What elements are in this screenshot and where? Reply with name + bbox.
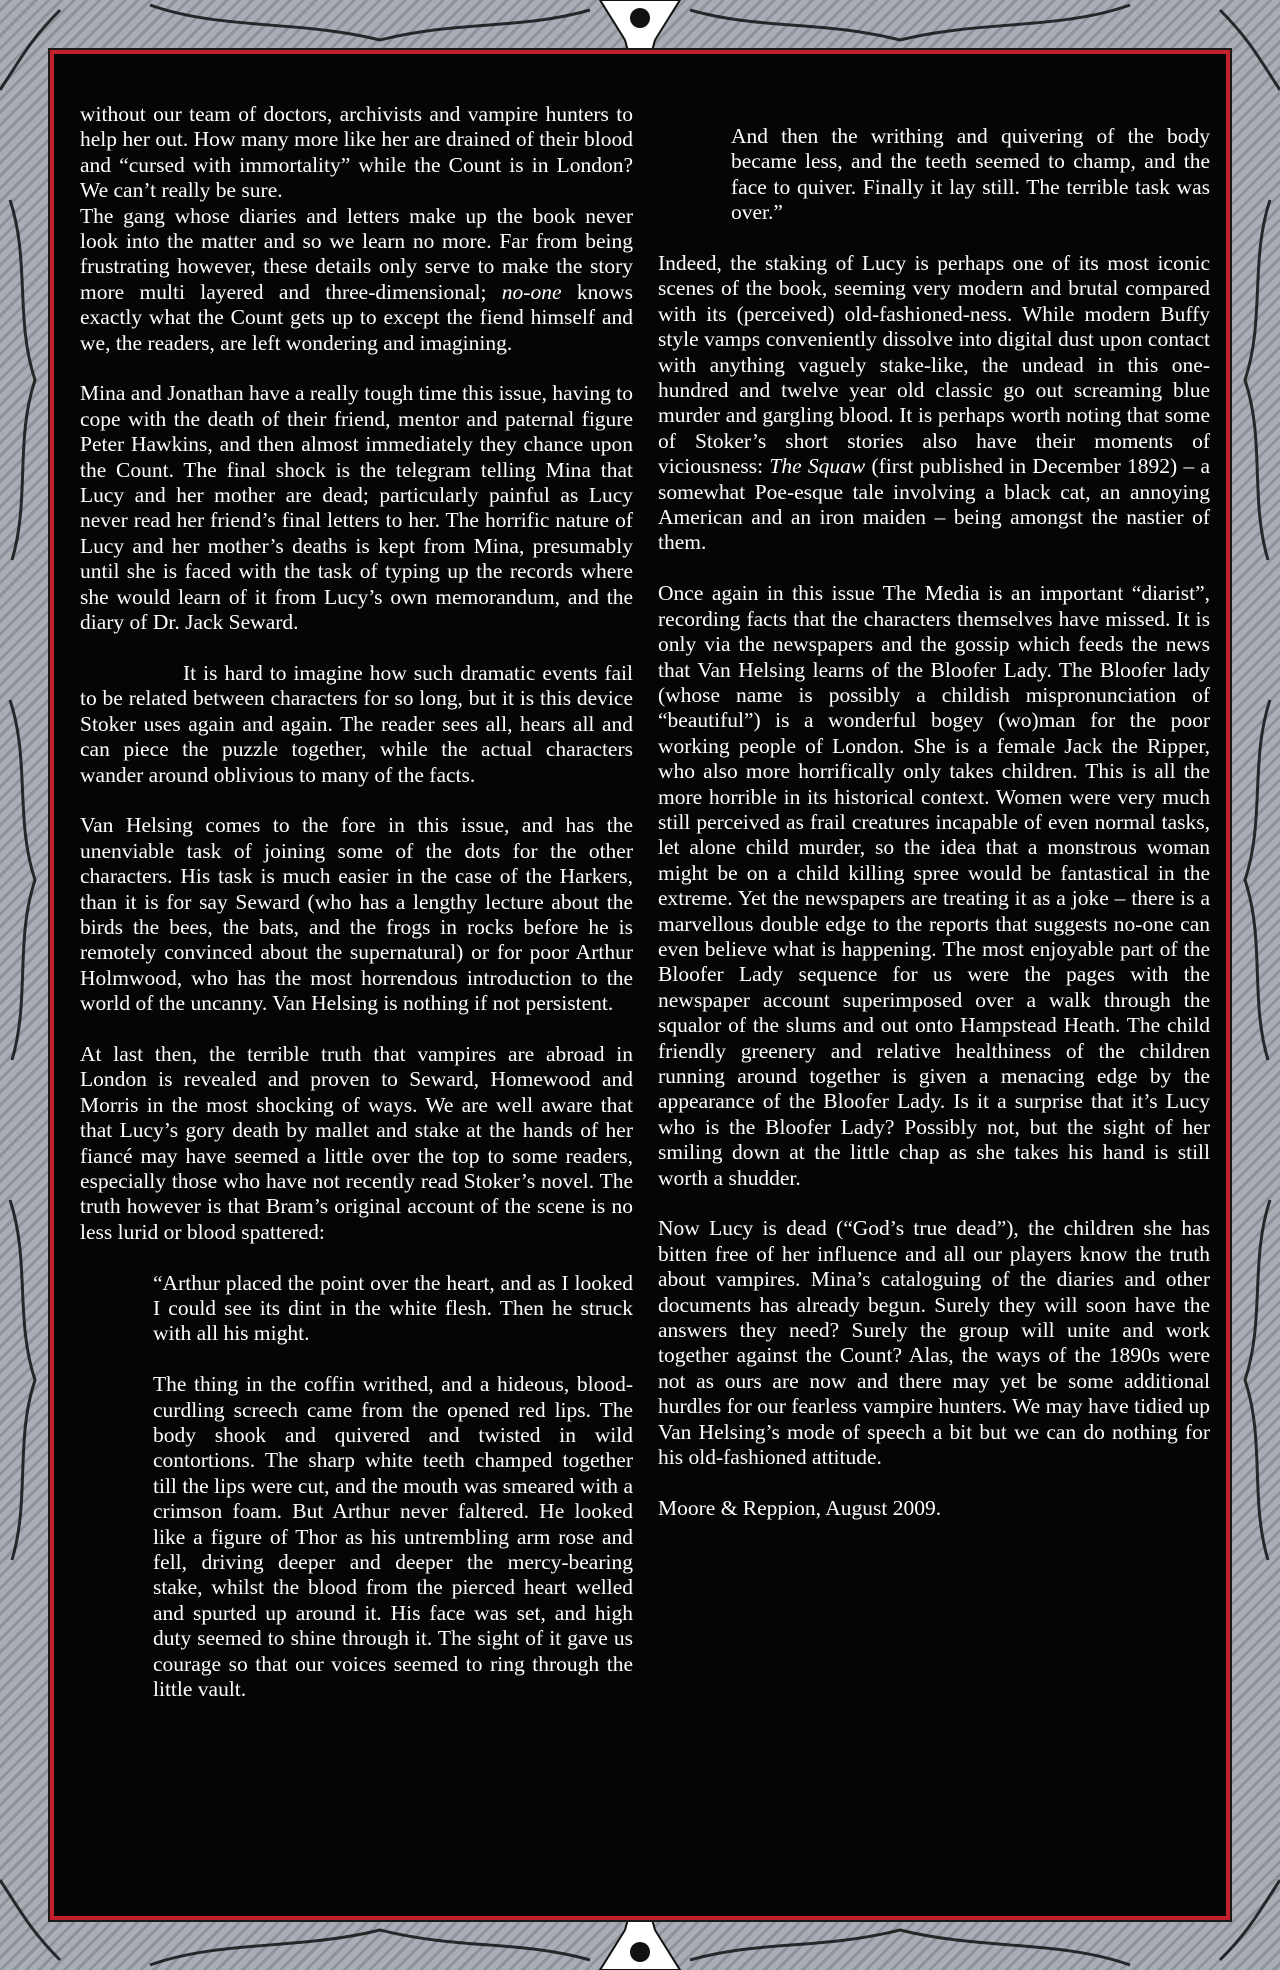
paragraph: without our team of doctors, archivists and vampire hunters to help her out. How many more like her are drained of their blood and “cursed with immortality” while the Count is in London? We can’t really be sure. — [80, 102, 633, 203]
quote-paragraph: The thing in the coffin writhed, and a hideous, blood-curdling screech came from the opened red lips. The body shook and quivered and twisted in wild contortions. The sharp white teeth champed together till the lips were cut, and the mouth was smeared with a crimson foam. But Arthur never faltered. He looked like a figure of Thor as his untrembling arm rose and fell, driving deeper and deeper the mercy-bearing stake, whilst the blood from the pierced heart welled and spurted up around it. His face was set, and high duty seemed to shine through it. The sight of it gave us courage so that our voices seemed to ring through the little vault. — [153, 1372, 633, 1702]
right-column — [658, 124, 1210, 1547]
left-column — [80, 102, 633, 1728]
paragraph: At last then, the terrible truth that vampires are abroad in London is revealed and proven to Seward, Homewood and Morris in the most shocking of ways. We are well aware that that Lucy’s gory death by mallet and stake at the hands of her fiancé may have seemed a little over the top to some readers, especially those who have not recently read Stoker’s novel. The truth however is that Bram’s original account of the scene is no less lurid or blood spattered: — [80, 1041, 633, 1244]
paragraph — [658, 251, 1210, 556]
paragraph: Once again in this issue The Media is an important “diarist”, recording facts that the characters themselves have missed. It is only via the newspapers and the gossip which feeds the news that Van Helsing learns of the Bloofer Lady. The Bloofer lady (whose name is possibly a childish mispronunciation of “beautiful”) is a wonderful bogey (wo)man for the poor working people of London. She is a female Jack the Ripper, who also more horrifically only takes children. This is all the more horrible in its historical context. Women were very much still perceived as frail creatures incapable of even normal tasks, let alone child murder, so the idea that a monstrous woman might be on a child killing spree would be fantastical in the extreme. Yet the newspapers are treating it as a joke – there is a marvellous double edge to the reports that suggests no-one can even believe what is happening. The most enjoyable part of the Bloofer Lady sequence for us were the pages with the newspaper account superimposed over a walk through the squalor of the slums and out onto Hampstead Heath. The child friendly greenery and relative healthiness of the children running around together is given a menacing edge by the appearance of the Bloofer Lady. Is it a surprise that it’s Lucy who is the Bloofer Lady? Possibly not, but the sight of her smiling down at the little chap as she takes his hand is still worth a shudder. — [658, 581, 1210, 1190]
paragraph — [80, 204, 633, 356]
paragraph-text: Indeed, the staking of Lucy is perhaps one of its most iconic scenes of the book, seeming very modern and brutal compared with its (perceived) old-fashioned-ness. While modern Buffy style vamps conveniently dissolve into digital dust upon contact with anything vaguely stake-like, the undead in this one-hundred and twelve year old classic go out screaming blue murder and gargling blood. It is perhaps worth noting that some of Stoker’s short stories also have their moments of viciousness: — [658, 251, 1210, 479]
quote-paragraph: And then the writhing and quivering of the body became less, and the teeth seemed to champ, and the face to quiver. Finally it lay still. The terrible task was over.” — [731, 124, 1210, 225]
block-quote — [80, 1271, 633, 1703]
article-panel — [50, 50, 1230, 1920]
book-title-text: The Squaw — [769, 454, 866, 479]
paragraph-text: (first published in December 1892) – a somewhat Poe-esque tale involving a black cat, an annoying American and an iron maiden – being amongst the nastier of them. — [658, 454, 1210, 555]
paragraph: It is hard to imagine how such dramatic events fail to be related between characters for so long, but it is this device Stoker uses again and again. The reader sees all, hears all and can piece the puzzle together, while the actual characters wander around oblivious to many of the facts. — [80, 660, 633, 787]
signature: Moore & Reppion, August 2009. — [658, 1495, 942, 1520]
emphasis-text: no-one — [501, 279, 562, 304]
paragraph-text: knows exactly what the Count gets up to except the fiend himself and we, the readers, are left wondering and imagining. — [80, 279, 633, 355]
paragraph: Now Lucy is dead (“God’s true dead”), the children she has bitten free of her influence and all our players know the truth about vampires. Mina’s cataloguing of the diaries and other documents has already begun. Surely they will soon have the answers they need? Surely the group will unite and work together against the Count? Alas, the ways of the 1890s were not as ours are now and there may yet be some additional hurdles for our fearless vampire hunters. We may have tidied up Van Helsing’s mode of speech a bit but we can do nothing for his old-fashioned attitude. — [658, 1216, 1210, 1470]
paragraph: Van Helsing comes to the fore in this issue, and has the unenviable task of joining some of the dots for the other characters. His task is much easier in the case of the Harkers, than it is for say Seward (who has a lengthy lecture about the birds the bees, the bats, and the frogs in rocks before he is remotely convinced about the supernatural) or for poor Arthur Holmwood, who has the most horrendous introduction to the world of the uncanny. Van Helsing is nothing if not persistent. — [80, 813, 633, 1016]
paragraph-text: The gang whose diaries and letters make up the book never look into the matter and so we learn no more. Far from being frustrating however, these details only serve to make the story more multi layered and three-dimensional; — [80, 203, 633, 304]
quote-paragraph: “Arthur placed the point over the heart, and as I looked I could see its dint in the white flesh. Then he struck with all his might. — [153, 1270, 633, 1346]
paragraph: Mina and Jonathan have a really tough time this issue, having to cope with the death of their friend, mentor and paternal figure Peter Hawkins, and then almost immediately they chance upon the Count. The final shock is the telegram telling Mina that Lucy and her mother are dead; particularly painful as Lucy never read her friend’s final letters to her. The horrific nature of Lucy and her mother’s deaths is kept from Mina, presumably until she is faced with the task of typing up the records where she would learn of it from Lucy’s own memorandum, and the diary of Dr. Jack Seward. — [80, 381, 633, 635]
